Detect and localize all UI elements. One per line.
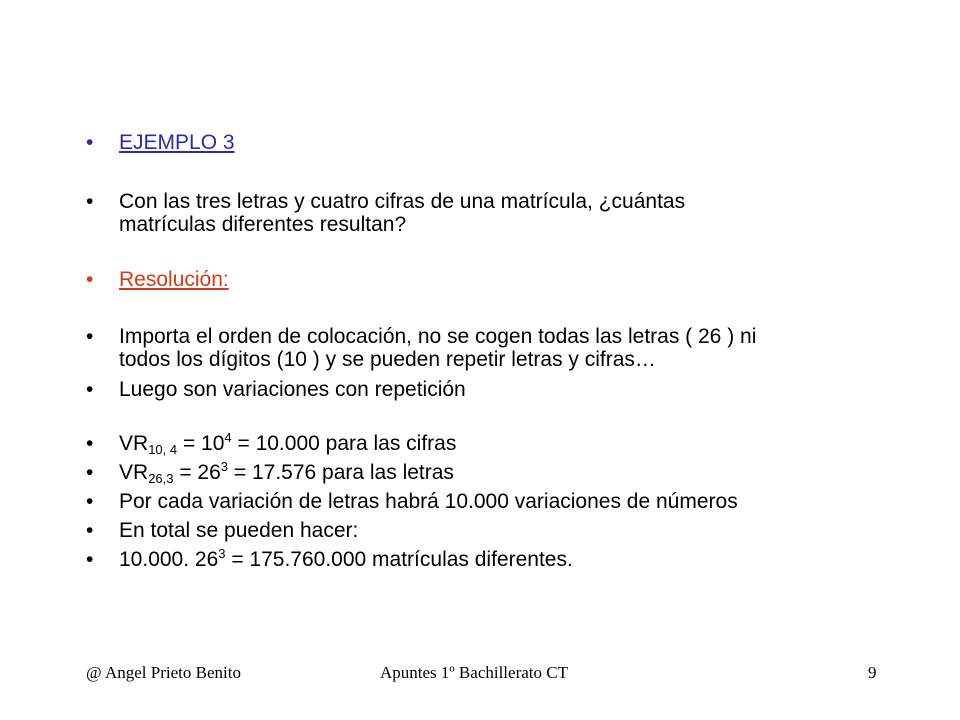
formula-exponent: 4 bbox=[224, 430, 232, 445]
footer-author: @ Angel Prieto Benito bbox=[86, 663, 241, 682]
formula-symbol: VR bbox=[119, 432, 149, 455]
question-text bbox=[119, 190, 879, 236]
formula-result: = 10.000 para las cifras bbox=[231, 432, 457, 455]
explanation-line-1: Importa el orden de colocación, no se cogen todas las letras ( 26 ) ni bbox=[119, 325, 757, 348]
formula-letras bbox=[119, 461, 879, 484]
formula-base: = 10 bbox=[177, 432, 225, 455]
result-total: = 175.760.000 matrículas diferentes. bbox=[225, 548, 573, 571]
question-line-2: matrículas diferentes resultan? bbox=[119, 213, 407, 236]
bullet-mark: • bbox=[86, 190, 94, 213]
formula-symbol: VR bbox=[119, 461, 149, 484]
conclusion-text: Luego son variaciones con repetición bbox=[119, 378, 466, 401]
formula-subscript: 26,3 bbox=[148, 471, 174, 486]
footer-page-number: 9 bbox=[868, 663, 877, 682]
bullet-mark: • bbox=[86, 519, 94, 542]
explanation-text bbox=[119, 325, 879, 371]
bullet-mark: • bbox=[86, 378, 94, 401]
formula-result: = 17.576 para las letras bbox=[228, 461, 454, 484]
bullet-mark: • bbox=[86, 325, 94, 348]
result-exponent: 3 bbox=[218, 546, 226, 561]
formula-exponent: 3 bbox=[220, 459, 229, 474]
final-result bbox=[119, 548, 879, 571]
question-line-1: Con las tres letras y cuatro cifras de una matrícula, ¿cuántas bbox=[119, 190, 686, 213]
bullet-mark: • bbox=[86, 131, 94, 154]
combination-text: Por cada variación de letras habrá 10.000 variaciones de números bbox=[119, 490, 738, 513]
bullet-mark: • bbox=[86, 490, 94, 513]
bullet-mark: • bbox=[86, 268, 94, 291]
example-heading: EJEMPLO 3 bbox=[119, 131, 235, 154]
total-intro-text: En total se pueden hacer: bbox=[119, 519, 359, 542]
formula-subscript: 10, 4 bbox=[148, 442, 178, 457]
formula-cifras bbox=[119, 432, 879, 455]
bullet-mark: • bbox=[86, 432, 94, 455]
resolution-heading: Resolución: bbox=[119, 268, 229, 291]
result-base: 10.000. 26 bbox=[119, 548, 219, 571]
bullet-mark: • bbox=[86, 461, 94, 484]
explanation-line-2: todos los dígitos (10 ) y se pueden repetir letras y cifras… bbox=[119, 348, 656, 371]
footer-course: Apuntes 1º Bachillerato CT bbox=[380, 663, 568, 682]
bullet-mark: • bbox=[86, 548, 94, 571]
formula-base: = 26 bbox=[173, 461, 221, 484]
